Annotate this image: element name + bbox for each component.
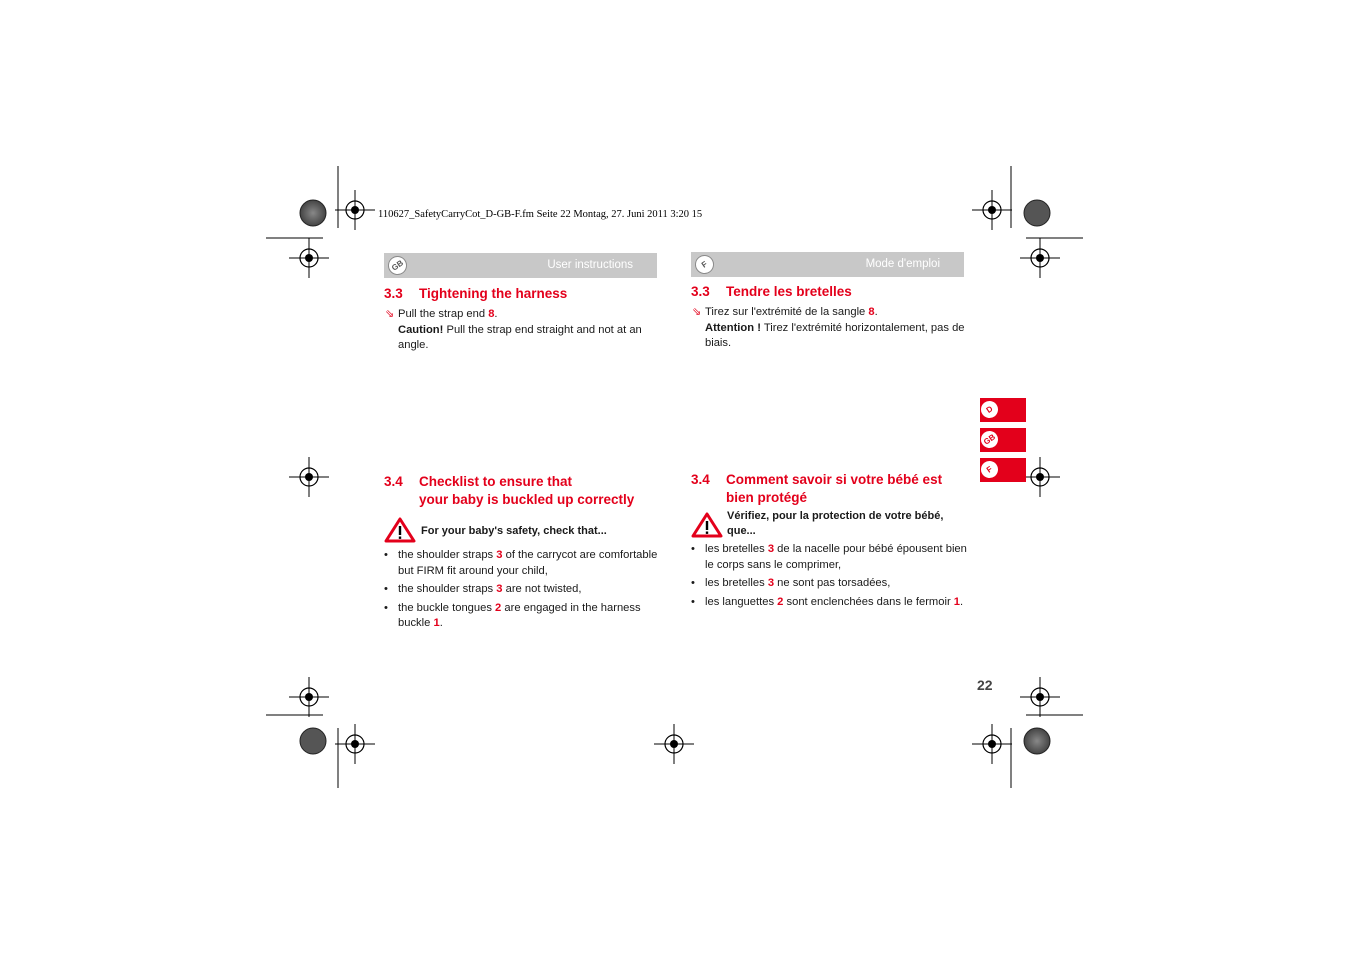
caution-label: Caution!: [398, 323, 444, 336]
file-info: 110627_SafetyCarryCot_D-GB-F.fm Seite 22 Montag, 27. Juni 2011 3:20 15: [378, 209, 703, 220]
section-title-3-3: 3.3 Tightening the harness: [384, 286, 568, 301]
step-arrow-icon: ⇘: [692, 306, 702, 318]
list-item: • les bretelles 3 ne sont pas torsadées,: [691, 576, 967, 592]
checklist: [384, 548, 660, 635]
language-tab-d: D: [980, 398, 1026, 422]
caution-label: Attention !: [705, 321, 761, 334]
instruction-step: ⇘ Tirez sur l'extrémité de la sangle 8. Attention ! Tirez l'extrémité horizontalement, pas de biais.: [692, 306, 965, 349]
warning-triangle-icon: [384, 517, 416, 543]
list-item: • the shoulder straps 3 of the carrycot are comfortable but FIRM fit around your child,: [384, 548, 660, 579]
page-number: 22: [977, 677, 993, 693]
list-item: • les bretelles 3 de la nacelle pour bébé épousent bien le corps sans le comprimer,: [691, 542, 967, 573]
header-label: User instructions: [547, 259, 633, 271]
warning-triangle-icon: [691, 512, 723, 538]
warning-text: For your baby's safety, check that...: [421, 525, 607, 537]
list-item: • les languettes 2 sont enclenchées dans le fermoir 1.: [691, 595, 967, 611]
list-item: • the buckle tongues 2 are engaged in the harness buckle 1.: [384, 601, 660, 632]
list-item: • the shoulder straps 3 are not twisted,: [384, 582, 660, 598]
section-title-3-4: 3.4 Checklist to ensure that your baby is buckled up correctly: [384, 474, 635, 507]
language-badge: GB: [384, 252, 410, 278]
section-header-gb: [384, 253, 657, 278]
header-label: Mode d'emploi: [865, 258, 940, 270]
checklist: [691, 542, 967, 613]
section-header-f: [691, 252, 964, 277]
language-tab-gb: GB: [980, 428, 1026, 452]
instruction-step: ⇘ Pull the strap end 8. Caution! Pull the strap end straight and not at an angle.: [385, 308, 642, 351]
language-badge: F: [691, 251, 717, 277]
section-title-3-3: 3.3 Tendre les bretelles: [691, 284, 852, 299]
language-tab-f: F: [980, 458, 1026, 482]
section-title-3-4: 3.4 Comment savoir si votre bébé est bien protégé: [691, 472, 943, 505]
warning-text: Vérifiez, pour la protection de votre bébé, que...: [727, 510, 944, 537]
step-arrow-icon: ⇘: [385, 308, 395, 320]
